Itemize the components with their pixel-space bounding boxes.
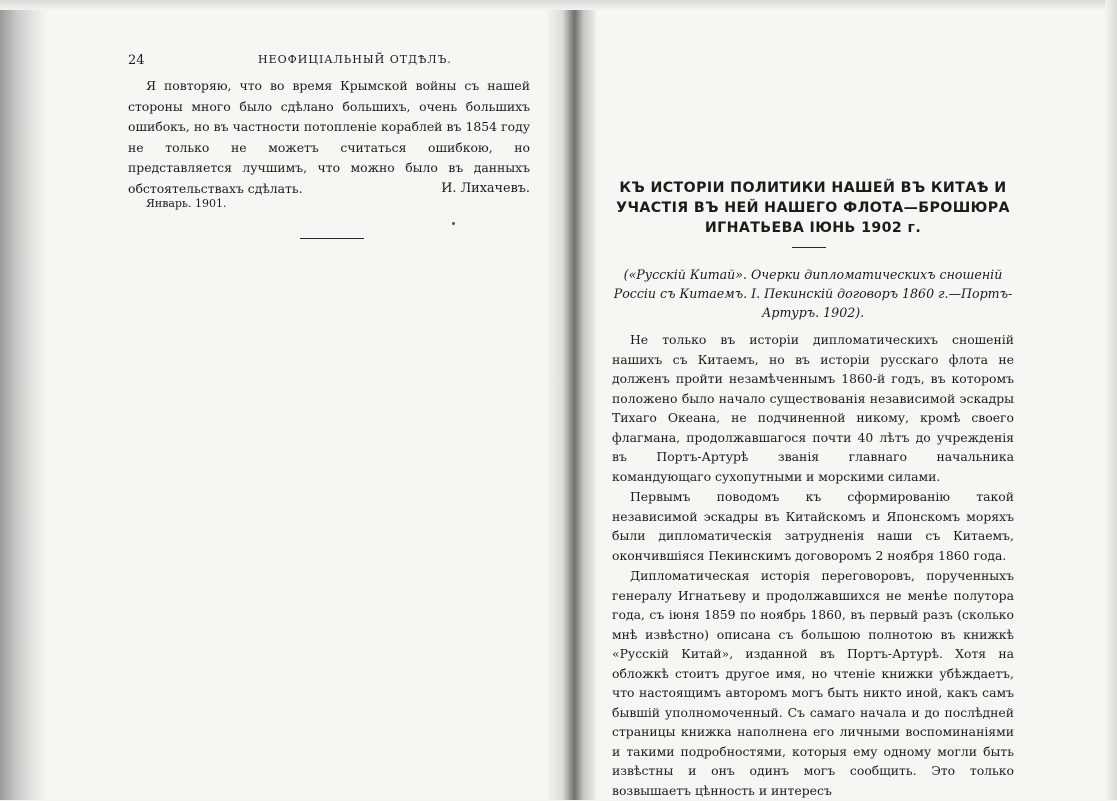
top-edge-shadow	[0, 0, 1117, 10]
running-head: НЕОФИЦІАЛЬНЫЙ ОТДѢЛЪ.	[258, 53, 452, 66]
end-rule	[300, 238, 364, 239]
right-page-edge	[1105, 0, 1117, 800]
body-paragraph-2: Первымъ поводомъ къ сформированію такой независимой эскадры въ Китайскомъ и Японскомъ моряхъ были дипломатическія затрудненія наши съ Китаемъ, окончившіяся Пекинскимъ договоромъ 2 ноября 1860 года.	[612, 489, 1014, 563]
scan-speck	[452, 222, 455, 225]
book-gutter	[548, 0, 596, 800]
left-page-edge-shadow	[0, 0, 48, 800]
source-citation: («Русскій Китай». Очерки дипломатическихъ сношеній Россіи съ Китаемъ. I. Пекинскій договоръ 1860 г.—Портъ-Артуръ. 1902).	[613, 267, 1013, 320]
title-rule	[792, 247, 826, 248]
right-body-text	[612, 330, 1014, 801]
author-signature: И. Лихачевъ.	[441, 181, 530, 196]
left-paragraph: Я повторяю, что во время Крымской войны съ нашей стороны много было сдѣлано большихъ, очень большихъ ошибокъ, но въ частности потопленіе кораблей въ 1854 году не только не можетъ считаться ошибкою, но представляется лучшимъ, что можно было въ данныхъ обстоятельствахъ сдѣлать.	[128, 78, 530, 196]
body-paragraph-1: Не только въ исторіи дипломатическихъ сношеній нашихъ съ Китаемъ, но въ исторіи русскаго флота не долженъ пройти незамѣченнымъ 1860-й годъ, въ которомъ положено было начало существованія независимой эскадры Тихаго Океана, не подчиненной никому, кромѣ своего флагмана, продолжавшагося почти 40 лѣтъ до учрежденія въ Портъ-Артурѣ званія главнаго начальника командующаго сухопутными и морскими силами.	[612, 332, 1014, 484]
article-date: Январь. 1901.	[146, 197, 227, 210]
body-paragraph-3: Дипломатическая исторія переговоровъ, порученныхъ генералу Игнатьеву и продолжавшихся не менѣе полутора года, съ іюня 1859 по ноябрь 1860, въ первый разъ (сколько мнѣ извѣстно) описана съ большою полнотою въ книжкѣ «Русскій Китай», изданной въ Портъ-Артурѣ. Хотя на обложкѣ стоитъ другое имя, но чтеніе книжки убѣждаетъ, что настоящимъ авторомъ могъ быть никто иной, какъ самъ бывшій уполномоченный. Съ самаго начала и до послѣдней страницы книжка наполнена его личными воспоминаніями и такими подробностями, которыя ему одному могли быть извѣстны и онъ одинъ могъ сообщить. Это только возвышаетъ цѣнность и интересъ	[612, 568, 1014, 798]
page-number: 24	[128, 53, 145, 68]
article-title: КЪ ИСТОРІИ ПОЛИТИКИ НАШЕЙ ВЪ КИТАѢ И УЧАСТІЯ ВЪ НЕЙ НАШЕГО ФЛОТА—БРОШЮРА ИГНАТЬЕВА ІЮНЬ 1902 г.	[616, 180, 1010, 236]
